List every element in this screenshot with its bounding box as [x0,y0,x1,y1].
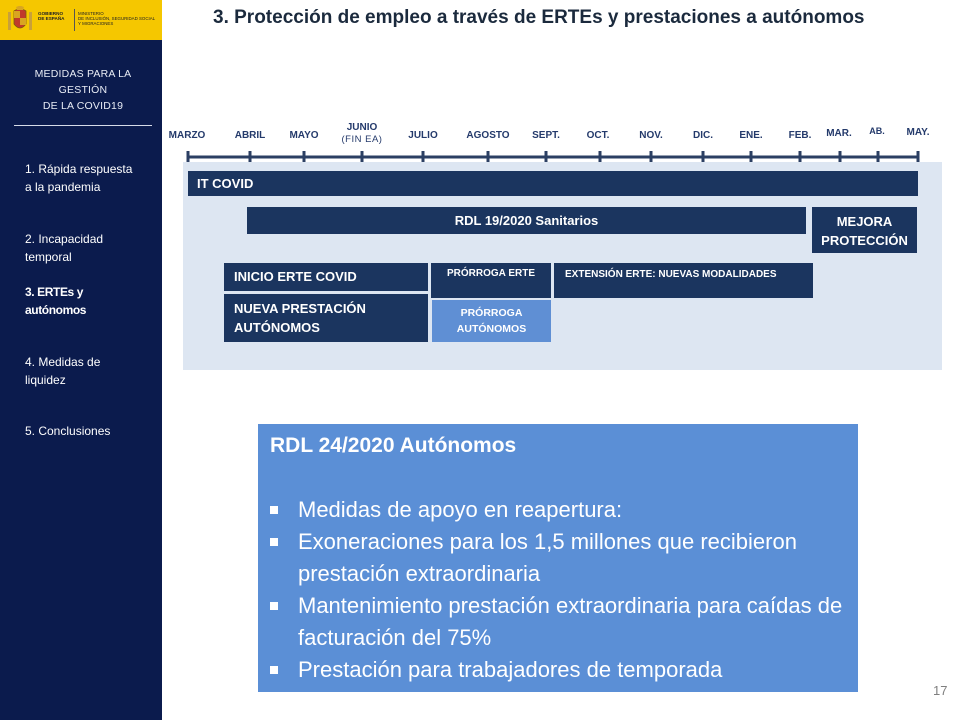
month-label-may: MAY. [906,127,930,138]
timeline-tick [750,151,753,162]
timeline-tick [839,151,842,162]
list-item-text: Exoneraciones para los 1,5 millones que recibieron prestación extraordinaria [298,529,797,586]
list-item-text: Medidas de apoyo en reapertura: [298,497,623,522]
month-label-oct: OCT. [586,130,610,141]
month-label-agosto: AGOSTO [466,130,510,141]
bar-inicio-erte-covid: INICIO ERTE COVID [224,263,428,291]
list-item-text: Prestación para trabajadores de temporada [298,657,723,682]
month-label-junio: JUNIO [346,122,378,133]
bar-prorroga-erte: PRÓRROGA ERTE [431,263,551,298]
sidebar-item-conclusiones[interactable]: 5. Conclusiones [25,424,111,438]
month-label-nov: NOV. [639,130,663,141]
sidebar-item-ertes-autonomos[interactable]: 3. ERTEs y autónomos [25,285,87,317]
list-item [268,526,853,590]
square-bullet-icon [270,538,278,546]
month-label-feb: FEB. [788,130,812,141]
bar-nueva-prestacion-autonomos: NUEVA PRESTACIÓN AUTÓNOMOS [224,294,428,342]
timeline-tick [702,151,705,162]
month-label-ab: AB. [869,126,885,136]
list-item [268,494,853,526]
month-label-marzo: MARZO [168,130,206,141]
timeline-tick [249,151,252,162]
timeline-tick [650,151,653,162]
info-box-rdl-24-2020 [258,424,858,692]
month-label-julio: JULIO [408,130,438,141]
month-label-abril: ABRIL [234,130,266,141]
timeline-tick [877,151,880,162]
square-bullet-icon [270,506,278,514]
bar-extension-erte: EXTENSIÓN ERTE: NUEVAS MODALIDADES [554,263,813,298]
timeline-tick [799,151,802,162]
logo-gobierno-text: GOBIERNO DE ESPAÑA [38,11,65,22]
timeline-tick [303,151,306,162]
bar-it-covid: IT COVID [188,171,918,196]
timeline-tick [422,151,425,162]
timeline-tick [361,151,364,162]
sidebar-header: MEDIDAS PARA LA GESTIÓN DE LA COVID19 [34,68,132,112]
month-label-ene: ENE. [739,130,763,141]
square-bullet-icon [270,666,278,674]
info-box-title: RDL 24/2020 Autónomos [270,434,517,457]
list-item [268,590,853,654]
sidebar-item-incapacidad-temporal[interactable]: 2. Incapacidad temporal [25,232,104,264]
month-label-mayo: MAYO [289,130,319,141]
timeline-tick [599,151,602,162]
list-item [268,654,853,686]
month-sublabel-fin-ea: (FIN EA) [341,134,383,145]
bar-mejora-proteccion: MEJORA PROTECCIÓN [812,207,917,253]
month-label-sept: SEPT. [532,130,560,141]
month-label-dic: DIC. [693,130,713,141]
sidebar-item-rapida-respuesta[interactable]: 1. Rápida respuesta a la pandemia [25,162,133,194]
sidebar-item-medidas-liquidez[interactable]: 4. Medidas de liquidez [25,355,101,387]
timeline-tick [917,151,920,162]
month-label-mar: MAR. [826,128,852,139]
page-number: 17 [933,683,948,698]
timeline-tick [545,151,548,162]
list-item-text: Mantenimiento prestación extraordinaria para caídas de facturación del 75% [298,593,843,650]
info-box-list [268,494,853,686]
page-title: 3. Protección de empleo a través de ERTEs y prestaciones a autónomos [213,7,865,28]
bar-prorroga-autonomos: PRÓRROGA AUTÓNOMOS [432,300,551,342]
timeline-axis [0,0,960,200]
logo-ministerio-text: MINISTERIO DE INCLUSIÓN, SEGURIDAD SOCIAL Y MIGRACIONES [78,11,156,27]
timeline-tick [187,151,190,162]
bar-rdl-19-2020: RDL 19/2020 Sanitarios [247,207,806,234]
square-bullet-icon [270,602,278,610]
timeline-tick [487,151,490,162]
